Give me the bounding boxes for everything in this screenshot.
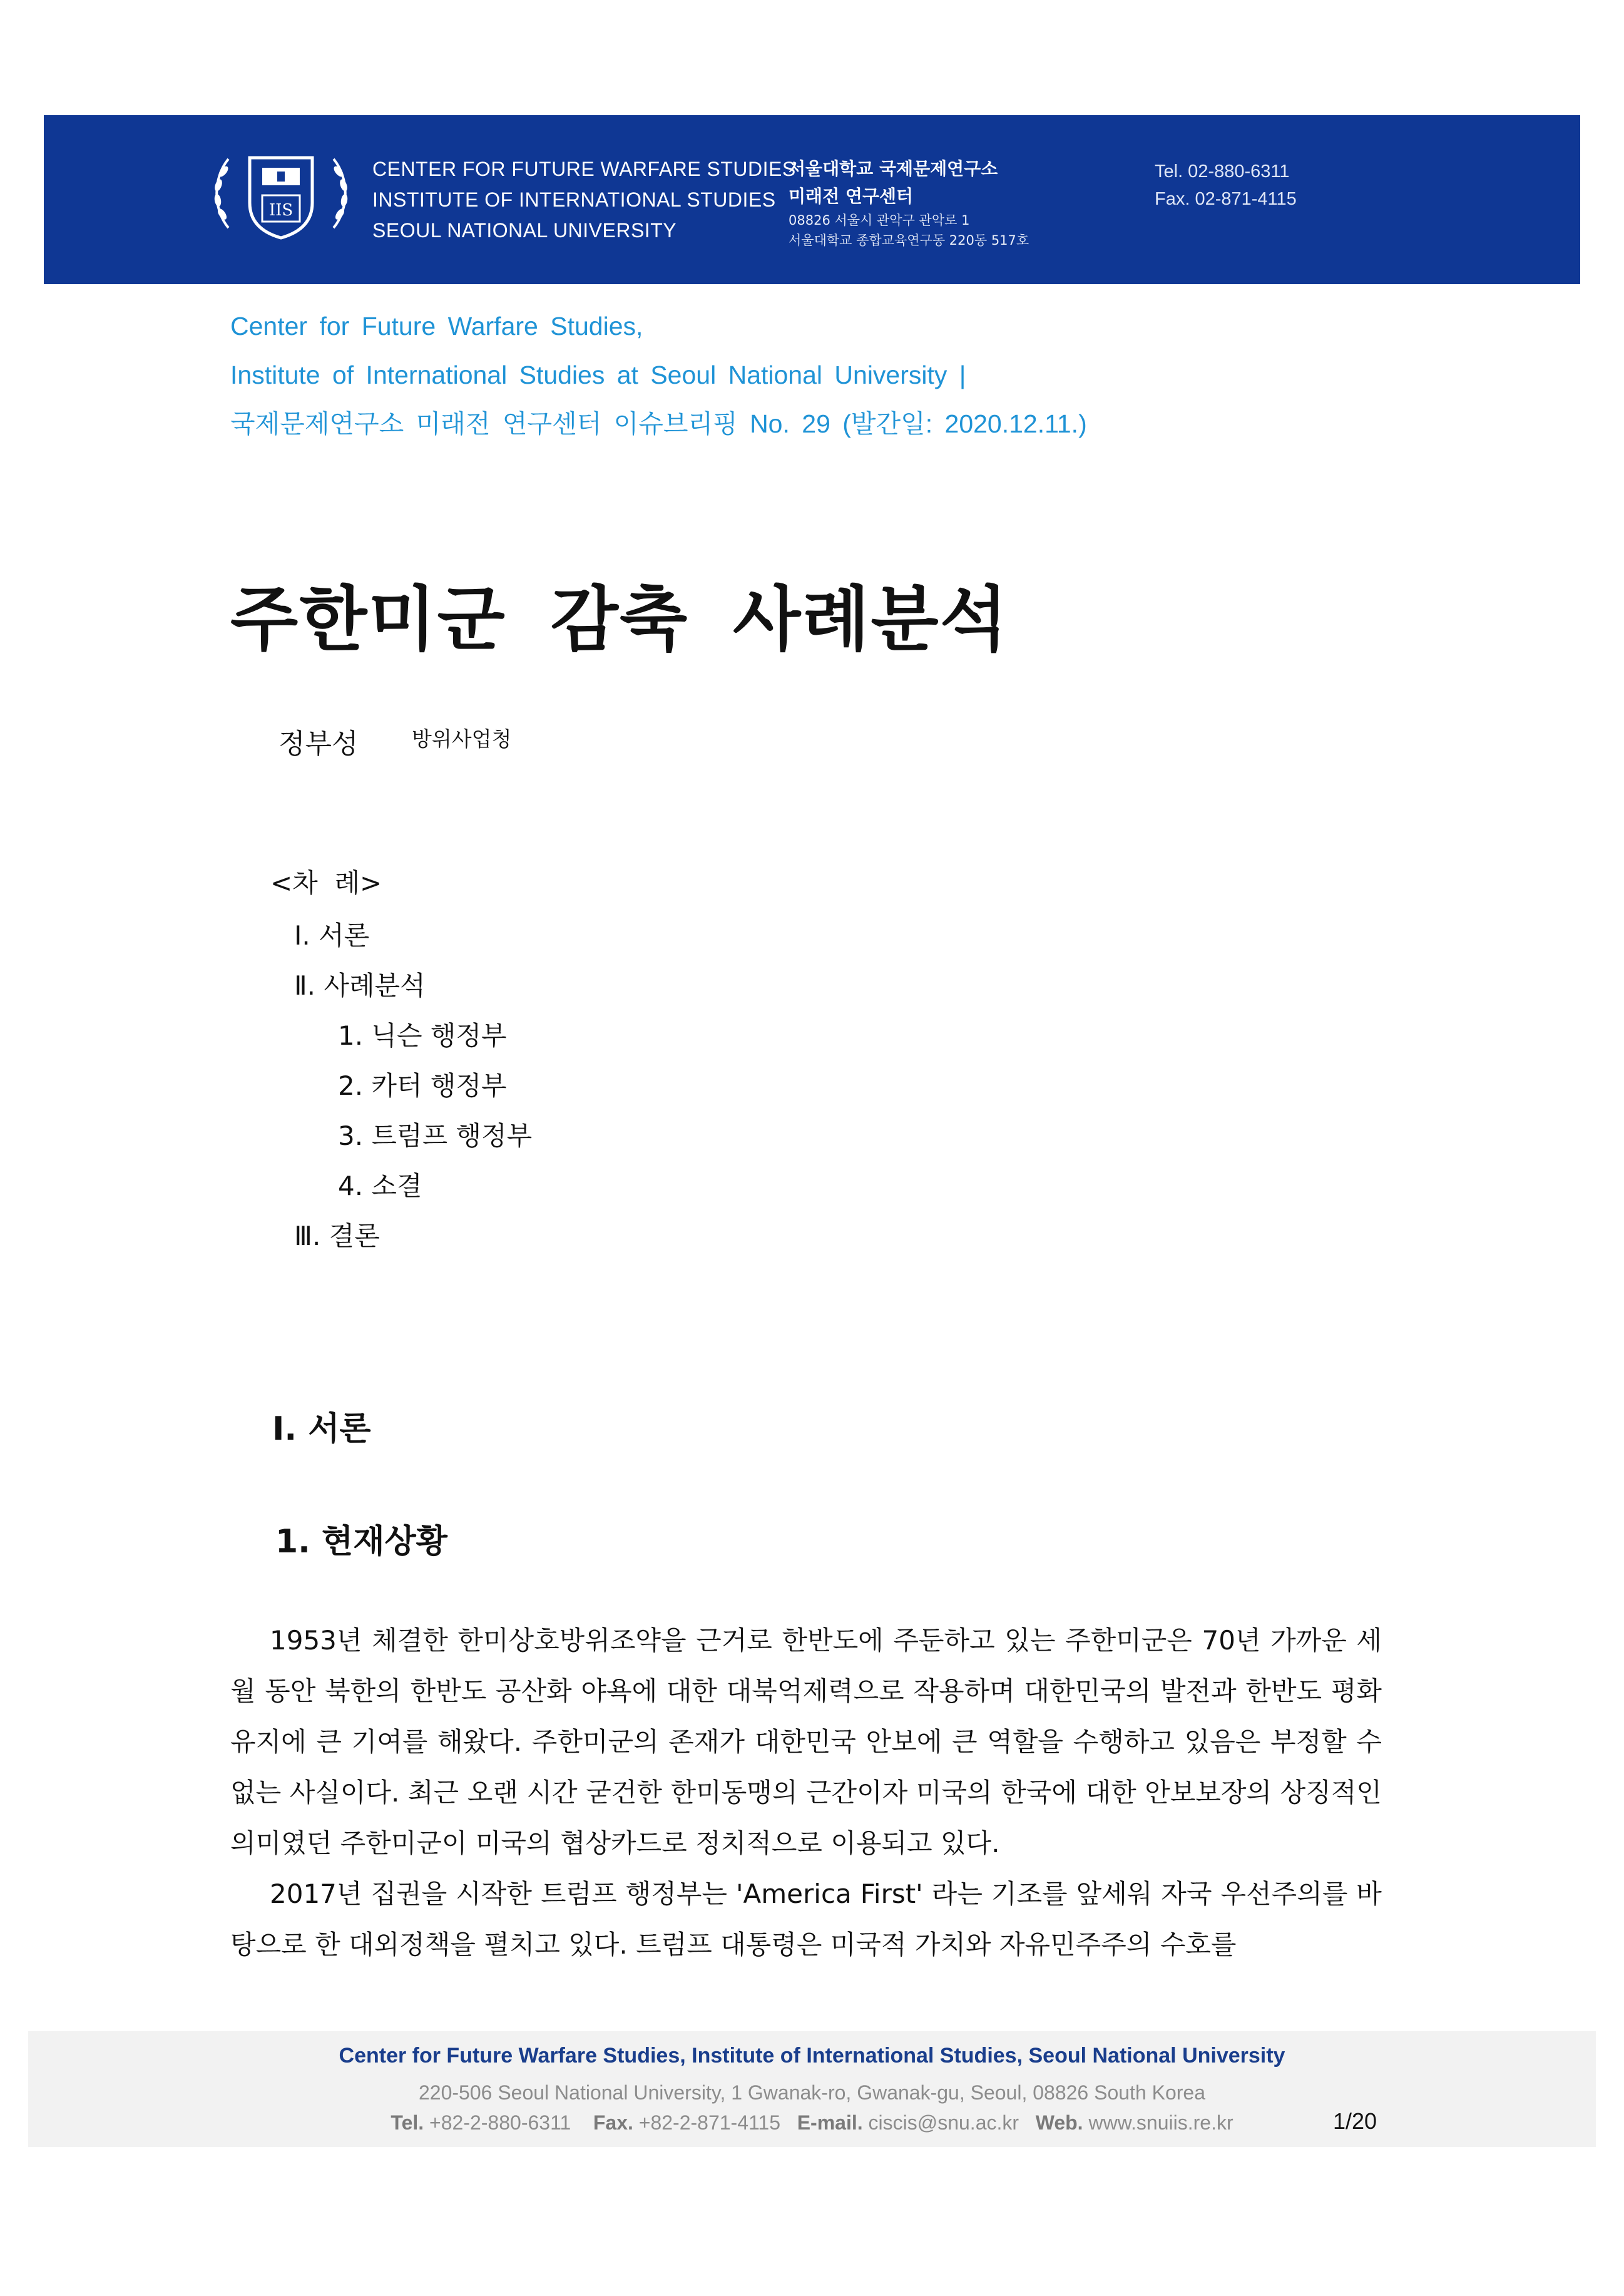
- paragraph-text: 1953년 체결한 한미상호방위조약을 근거로 한반도에 주둔하고 있는 주한미군은 70년 가까운 세월 동안 북한의 한반도 공산화 야욕에 대한 대북억제력으로 작용하며 대한민국의 발전과 한반도 평화유지에 큰 기여를 해왔다. 주한미군의 존재가 대한민국 안보에 큰 역할을 수행하고 있음은 부정할 수 없는 사실이다. 최근 오랜 시간 굳건한 한미동맹의 근간이자 미국의 한국에 대한 안보보장의 상징적인 의미였던 주한미군이 미국의 협상카드로 정치적으로 이용되고 있다.: [230, 1625, 1382, 1858]
- banner-english-names: [372, 154, 796, 246]
- briefing-header: [230, 302, 1087, 448]
- toc-item: 4. 소결: [338, 1171, 422, 1201]
- page-number: 1/20: [1333, 2108, 1377, 2134]
- toc-heading: <차 례>: [270, 868, 382, 898]
- author-affiliation: 방위사업청: [412, 727, 512, 751]
- toc-item: Ⅲ. 결론: [294, 1221, 380, 1251]
- footer-email-label: E-mail.: [797, 2111, 863, 2134]
- footer-fax: +82-2-871-4115: [638, 2111, 781, 2134]
- page-footer: [28, 2031, 1596, 2147]
- subsection-heading: 1. 현재상황: [275, 1523, 447, 1561]
- laurel-emblem-icon: [210, 146, 352, 240]
- banner-fax: Fax. 02-871-4115: [1155, 189, 1297, 209]
- footer-address: 220-506 Seoul National University, 1 Gwanak-ro, Gwanak-gu, Seoul, 08826 South Korea: [418, 2081, 1206, 2104]
- banner-kor-line: 서울대학교 국제문제연구소: [789, 158, 998, 179]
- iis-logo: [210, 146, 352, 240]
- institution-banner: [44, 115, 1580, 284]
- banner-eng-line: INSTITUTE OF INTERNATIONAL STUDIES: [372, 188, 776, 211]
- toc-item: 2. 카터 행정부: [338, 1070, 507, 1101]
- banner-kor-line: 미래전 연구센터: [789, 186, 914, 207]
- header-line: Center for Future Warfare Studies,: [230, 312, 643, 341]
- header-line: 국제문제연구소 미래전 연구센터 이슈브리핑 No. 29 (발간일: 2020.12.11.): [230, 409, 1087, 438]
- banner-eng-line: CENTER FOR FUTURE WARFARE STUDIES: [372, 158, 796, 180]
- footer-web[interactable]: www.snuiis.re.kr: [1088, 2111, 1233, 2134]
- banner-kor-address: 08826 서울시 관악구 관악로 1: [789, 213, 970, 228]
- banner-kor-address: 서울대학교 종합교육연구동 220동 517호: [789, 233, 1029, 248]
- header-line: Institute of International Studies at Seoul National University |: [230, 361, 966, 389]
- svg-text:IIS: IIS: [268, 201, 294, 220]
- toc-item: Ⅱ. 사례분석: [294, 970, 426, 1001]
- toc-item: Ⅰ. 서론: [294, 920, 370, 951]
- page-title: 주한미군 감축 사례분석: [230, 579, 1009, 660]
- footer-fax-label: Fax.: [593, 2111, 633, 2134]
- footer-web-label: Web.: [1035, 2111, 1083, 2134]
- body-paragraph: [230, 1615, 1382, 1868]
- banner-contact: [1155, 158, 1297, 213]
- footer-email[interactable]: ciscis@snu.ac.kr: [868, 2111, 1019, 2134]
- footer-tel: +82-2-880-6311: [429, 2111, 571, 2134]
- author-name: 정부성: [278, 728, 359, 760]
- paragraph-text: 2017년 집권을 시작한 트럼프 행정부는 'America First' 라는 기조를 앞세워 자국 우선주의를 바탕으로 한 대외정책을 펼치고 있다. 트럼프 대통령은 미국적 가치와 자유민주주의 수호를: [230, 1878, 1382, 1960]
- banner-korean-names: [789, 155, 1029, 250]
- footer-org: Center for Future Warfare Studies, Institute of International Studies, Seoul National University: [339, 2044, 1285, 2068]
- section-heading: I. 서론: [272, 1410, 371, 1448]
- toc-item: 1. 닉슨 행정부: [338, 1020, 507, 1051]
- banner-tel: Tel. 02-880-6311: [1155, 161, 1290, 182]
- body-paragraph: [230, 1868, 1382, 1970]
- footer-tel-label: Tel.: [391, 2111, 424, 2134]
- toc-item: 3. 트럼프 행정부: [338, 1120, 533, 1151]
- banner-eng-line: SEOUL NATIONAL UNIVERSITY: [372, 219, 677, 242]
